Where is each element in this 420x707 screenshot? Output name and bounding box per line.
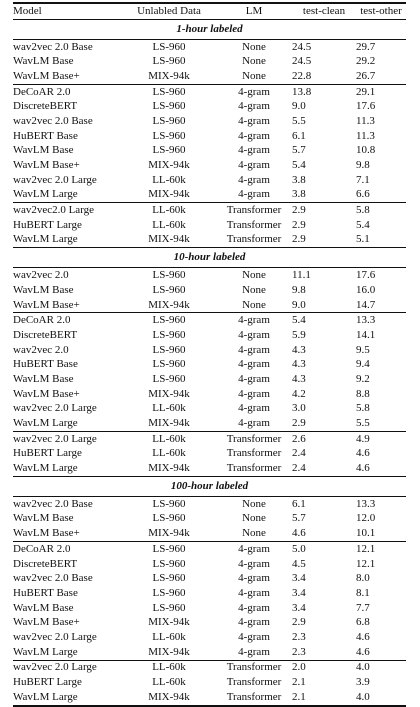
unlabeled-data-cell: LL-60k [152, 676, 186, 689]
lm-cell: None [242, 283, 266, 296]
model-cell: WavLM Base [13, 144, 74, 157]
test-clean-cell: 5.0 [292, 542, 356, 557]
model-cell: wav2vec 2.0 Base [13, 572, 93, 585]
test-clean-cell: 2.1 [292, 690, 356, 706]
header-row [13, 3, 406, 19]
lm-cell: Transformer [226, 447, 282, 460]
test-other-cell: 13.3 [356, 497, 376, 510]
lm-cell: 4-gram [238, 387, 270, 400]
table-row [13, 416, 406, 431]
unlabeled-data-cell: LL-60k [122, 660, 216, 675]
lm-cell: Transformer [226, 233, 282, 246]
table-row [13, 158, 406, 173]
unlabeled-data-cell: MIX-94k [148, 159, 190, 172]
test-other-cell: 29.1 [356, 84, 406, 99]
test-clean-cell: 3.8 [292, 188, 306, 201]
unlabeled-data-cell: LS-960 [122, 84, 216, 99]
test-clean-cell: 2.4 [292, 447, 306, 460]
model-cell: WavLM Base+ [13, 616, 80, 629]
unlabeled-data-cell: LS-960 [152, 144, 186, 157]
lm-cell: 4-gram [238, 328, 270, 341]
table-body [13, 19, 406, 705]
table-row [13, 461, 406, 476]
test-other-cell: 8.0 [356, 572, 370, 585]
unlabeled-data-cell: LL-60k [152, 218, 186, 231]
unlabeled-data-cell: MIX-94k [148, 616, 190, 629]
unlabeled-data-cell: LS-960 [152, 269, 186, 282]
test-other-cell: 5.8 [356, 203, 406, 218]
table-row [13, 203, 406, 218]
test-other-cell: 13.3 [356, 313, 406, 328]
unlabeled-data-cell: MIX-94k [148, 298, 190, 311]
unlabeled-data-cell: LL-60k [152, 630, 186, 643]
test-other-cell: 4.9 [356, 431, 406, 446]
test-other-cell: 29.2 [356, 55, 376, 68]
test-clean-cell: 5.4 [292, 313, 356, 328]
results-table [13, 2, 406, 707]
unlabeled-data-cell: MIX-94k [148, 645, 190, 658]
unlabeled-data-cell: LS-960 [122, 542, 216, 557]
test-other-cell: 6.6 [356, 188, 370, 201]
test-clean-cell: 24.5 [292, 40, 312, 53]
test-other-cell: 5.8 [356, 402, 370, 415]
lm-cell: 4-gram [238, 645, 270, 658]
table-row [13, 690, 406, 706]
lm-cell: None [242, 40, 266, 53]
test-other-cell: 7.7 [356, 601, 370, 614]
test-other-cell: 17.6 [356, 269, 376, 282]
test-clean-cell: 2.6 [292, 431, 356, 446]
table-row [13, 660, 406, 675]
model-cell: wav2vec 2.0 [13, 269, 69, 282]
unlabeled-data-cell: LS-960 [152, 572, 186, 585]
model-cell: wav2vec 2.0 Base [13, 40, 93, 53]
table-row [13, 233, 406, 248]
unlabeled-data-cell: LL-60k [152, 173, 186, 186]
test-other-cell: 14.1 [356, 328, 376, 341]
model-cell: DeCoAR 2.0 [13, 84, 122, 99]
table-row [13, 357, 406, 372]
table-row [13, 84, 406, 99]
test-other-cell: 9.8 [356, 159, 370, 172]
test-clean-cell: 2.9 [292, 218, 306, 231]
test-clean-cell: 2.3 [292, 630, 306, 643]
lm-cell: 4-gram [238, 402, 270, 415]
lm-cell: 4-gram [216, 313, 292, 328]
table-row [13, 496, 406, 511]
test-clean-cell: 3.4 [292, 586, 306, 599]
table-row [13, 571, 406, 586]
table-row [13, 298, 406, 313]
test-other-cell: 10.1 [356, 527, 376, 540]
unlabeled-data-cell: LS-960 [152, 586, 186, 599]
model-cell: wav2vec 2.0 Large [13, 402, 97, 415]
table-row [13, 114, 406, 129]
model-cell: HuBERT Base [13, 358, 78, 371]
table-row [13, 512, 406, 527]
unlabeled-data-cell: MIX-94k [122, 690, 216, 706]
test-clean-cell: 9.8 [292, 283, 306, 296]
table-row [13, 39, 406, 54]
test-clean-cell: 11.1 [292, 269, 311, 282]
lm-cell: None [242, 527, 266, 540]
test-clean-cell: 2.0 [292, 660, 356, 675]
table-row [13, 615, 406, 630]
model-cell: HuBERT Base [13, 129, 78, 142]
unlabeled-data-cell: LL-60k [122, 203, 216, 218]
test-other-cell: 9.5 [356, 343, 370, 356]
test-clean-cell: 2.9 [292, 616, 306, 629]
table-row [13, 129, 406, 144]
lm-cell: 4-gram [238, 343, 270, 356]
lm-cell: None [242, 512, 266, 525]
unlabeled-data-cell: LS-960 [152, 497, 186, 510]
model-cell: WavLM Base+ [13, 387, 80, 400]
section-header-row [13, 248, 406, 268]
test-other-cell: 10.8 [356, 144, 376, 157]
model-cell: WavLM Base [13, 55, 74, 68]
test-other-cell: 5.5 [356, 417, 370, 430]
test-clean-cell: 6.1 [292, 497, 306, 510]
table-row [13, 372, 406, 387]
lm-cell: None [242, 69, 266, 82]
test-clean-cell: 13.8 [292, 84, 356, 99]
table-row [13, 542, 406, 557]
table-row [13, 283, 406, 298]
test-other-cell: 11.3 [356, 114, 375, 127]
model-cell: WavLM Base+ [13, 298, 80, 311]
model-cell: WavLM Large [13, 417, 78, 430]
header-model: Model [13, 3, 122, 19]
table-row [13, 630, 406, 645]
model-cell: WavLM Large [13, 233, 78, 246]
test-other-cell: 26.7 [356, 69, 376, 82]
unlabeled-data-cell: LS-960 [122, 313, 216, 328]
unlabeled-data-cell: LS-960 [152, 114, 186, 127]
table-row [13, 431, 406, 446]
lm-cell: 4-gram [238, 630, 270, 643]
table-row [13, 99, 406, 114]
model-cell: WavLM Large [13, 690, 122, 706]
unlabeled-data-cell: LS-960 [152, 343, 186, 356]
test-other-cell: 12.1 [356, 542, 406, 557]
table-row [13, 173, 406, 188]
table-row [13, 268, 406, 283]
table-row [13, 447, 406, 462]
lm-cell: None [242, 298, 266, 311]
test-other-cell: 29.7 [356, 40, 376, 53]
unlabeled-data-cell: MIX-94k [148, 462, 190, 475]
lm-cell: 4-gram [238, 572, 270, 585]
header-test-clean: test-clean [292, 3, 356, 19]
model-cell: WavLM Large [13, 188, 78, 201]
model-cell: wav2vec 2.0 Base [13, 497, 93, 510]
lm-cell: Transformer [226, 462, 282, 475]
section-title: 100-hour labeled [13, 476, 406, 496]
test-clean-cell: 3.4 [292, 601, 306, 614]
unlabeled-data-cell: LS-960 [152, 557, 186, 570]
model-cell: wav2vec 2.0 [13, 343, 69, 356]
table-row [13, 675, 406, 690]
test-clean-cell: 5.7 [292, 512, 306, 525]
unlabeled-data-cell: LS-960 [152, 40, 186, 53]
table-row [13, 69, 406, 84]
model-cell: wav2vec 2.0 Large [13, 660, 122, 675]
test-other-cell: 4.6 [356, 447, 370, 460]
model-cell: WavLM Large [13, 462, 78, 475]
unlabeled-data-cell: LS-960 [152, 283, 186, 296]
test-other-cell: 4.6 [356, 630, 370, 643]
lm-cell: 4-gram [238, 188, 270, 201]
test-other-cell: 6.8 [356, 616, 370, 629]
lm-cell: 4-gram [238, 100, 270, 113]
unlabeled-data-cell: MIX-94k [148, 527, 190, 540]
table-row [13, 313, 406, 328]
unlabeled-data-cell: MIX-94k [148, 387, 190, 400]
lm-cell: 4-gram [238, 601, 270, 614]
model-cell: wav2vec2.0 Large [13, 203, 122, 218]
table-row [13, 343, 406, 358]
table-header [13, 3, 406, 19]
lm-cell: 4-gram [238, 616, 270, 629]
test-clean-cell: 3.8 [292, 173, 306, 186]
lm-cell: 4-gram [238, 557, 270, 570]
unlabeled-data-cell: LS-960 [152, 129, 186, 142]
model-cell: wav2vec 2.0 Large [13, 630, 97, 643]
lm-cell: Transformer [216, 690, 292, 706]
table-row [13, 645, 406, 660]
test-other-cell: 17.6 [356, 100, 376, 113]
table-row [13, 328, 406, 343]
test-clean-cell: 2.9 [292, 417, 306, 430]
lm-cell: 4-gram [238, 129, 270, 142]
model-cell: DiscreteBERT [13, 328, 78, 341]
test-clean-cell: 4.3 [292, 343, 306, 356]
model-cell: WavLM Base [13, 372, 74, 385]
model-cell: WavLM Base [13, 601, 74, 614]
lm-cell: Transformer [216, 431, 292, 446]
table-row [13, 526, 406, 541]
test-other-cell: 4.0 [356, 660, 406, 675]
table-row [13, 402, 406, 417]
test-clean-cell: 2.3 [292, 645, 306, 658]
test-clean-cell: 2.9 [292, 203, 356, 218]
lm-cell: Transformer [216, 203, 292, 218]
model-cell: HuBERT Large [13, 447, 82, 460]
test-clean-cell: 4.3 [292, 372, 306, 385]
test-clean-cell: 5.9 [292, 328, 306, 341]
lm-cell: 4-gram [216, 84, 292, 99]
test-clean-cell: 5.7 [292, 144, 306, 157]
test-other-cell: 11.3 [356, 129, 375, 142]
model-cell: HuBERT Large [13, 218, 82, 231]
table-row [13, 144, 406, 159]
test-other-cell: 14.7 [356, 298, 376, 311]
unlabeled-data-cell: MIX-94k [148, 233, 190, 246]
model-cell: DeCoAR 2.0 [13, 313, 122, 328]
test-clean-cell: 9.0 [292, 100, 306, 113]
unlabeled-data-cell: LS-960 [152, 55, 186, 68]
test-clean-cell: 9.0 [292, 298, 306, 311]
unlabeled-data-cell: MIX-94k [148, 417, 190, 430]
test-clean-cell: 4.6 [292, 527, 306, 540]
model-cell: DeCoAR 2.0 [13, 542, 122, 557]
table-row [13, 54, 406, 69]
model-cell: WavLM Base+ [13, 69, 80, 82]
test-clean-cell: 2.9 [292, 233, 306, 246]
unlabeled-data-cell: LL-60k [152, 402, 186, 415]
test-other-cell: 8.8 [356, 387, 370, 400]
test-clean-cell: 3.0 [292, 402, 306, 415]
lm-cell: 4-gram [238, 144, 270, 157]
lm-cell: 4-gram [238, 372, 270, 385]
table-row [13, 218, 406, 233]
test-other-cell: 8.1 [356, 586, 370, 599]
lm-cell: Transformer [216, 660, 292, 675]
test-other-cell: 4.6 [356, 462, 370, 475]
unlabeled-data-cell: LS-960 [152, 512, 186, 525]
unlabeled-data-cell: LS-960 [152, 358, 186, 371]
section-title: 10-hour labeled [13, 248, 406, 268]
unlabeled-data-cell: MIX-94k [148, 188, 190, 201]
test-other-cell: 4.0 [356, 690, 406, 706]
model-cell: WavLM Base+ [13, 527, 80, 540]
header-test-other: test-other [356, 3, 406, 19]
test-other-cell: 9.4 [356, 358, 370, 371]
lm-cell: 4-gram [238, 417, 270, 430]
test-other-cell: 7.1 [356, 173, 370, 186]
test-other-cell: 3.9 [356, 676, 370, 689]
table-row [13, 586, 406, 601]
section-header-row [13, 19, 406, 39]
section-title: 1-hour labeled [13, 19, 406, 39]
model-cell: wav2vec 2.0 Large [13, 431, 122, 446]
model-cell: HuBERT Base [13, 586, 78, 599]
test-clean-cell: 5.5 [292, 114, 306, 127]
test-clean-cell: 2.1 [292, 676, 306, 689]
lm-cell: 4-gram [238, 173, 270, 186]
table-row [13, 601, 406, 616]
table-row [13, 188, 406, 203]
lm-cell: Transformer [226, 218, 282, 231]
test-other-cell: 5.4 [356, 218, 370, 231]
lm-cell: 4-gram [238, 159, 270, 172]
test-other-cell: 5.1 [356, 233, 370, 246]
test-clean-cell: 6.1 [292, 129, 306, 142]
lm-cell: 4-gram [238, 358, 270, 371]
header-unlabeled-data: Unlabled Data [122, 3, 216, 19]
test-clean-cell: 22.8 [292, 69, 312, 82]
model-cell: WavLM Base [13, 283, 74, 296]
lm-cell: 4-gram [238, 586, 270, 599]
section-header-row [13, 476, 406, 496]
test-clean-cell: 4.3 [292, 358, 306, 371]
test-other-cell: 16.0 [356, 283, 376, 296]
test-clean-cell: 5.4 [292, 159, 306, 172]
model-cell: HuBERT Large [13, 676, 82, 689]
table-row [13, 387, 406, 402]
test-other-cell: 4.6 [356, 645, 370, 658]
header-lm: LM [216, 3, 292, 19]
model-cell: DiscreteBERT [13, 100, 78, 113]
model-cell: WavLM Large [13, 645, 78, 658]
test-clean-cell: 24.5 [292, 55, 312, 68]
unlabeled-data-cell: LS-960 [152, 601, 186, 614]
unlabeled-data-cell: LL-60k [152, 447, 186, 460]
test-other-cell: 12.1 [356, 557, 376, 570]
model-cell: WavLM Base+ [13, 159, 80, 172]
unlabeled-data-cell: LS-960 [152, 328, 186, 341]
lm-cell: None [242, 497, 266, 510]
model-cell: WavLM Base [13, 512, 74, 525]
model-cell: wav2vec 2.0 Base [13, 114, 93, 127]
lm-cell: 4-gram [238, 114, 270, 127]
lm-cell: None [242, 55, 266, 68]
unlabeled-data-cell: LS-960 [152, 100, 186, 113]
lm-cell: 4-gram [216, 542, 292, 557]
test-other-cell: 12.0 [356, 512, 376, 525]
unlabeled-data-cell: LL-60k [122, 431, 216, 446]
model-cell: DiscreteBERT [13, 557, 78, 570]
test-clean-cell: 3.4 [292, 572, 306, 585]
test-clean-cell: 4.2 [292, 387, 306, 400]
model-cell: wav2vec 2.0 Large [13, 173, 97, 186]
test-other-cell: 9.2 [356, 372, 370, 385]
lm-cell: Transformer [226, 676, 282, 689]
unlabeled-data-cell: LS-960 [152, 372, 186, 385]
test-clean-cell: 4.5 [292, 557, 306, 570]
lm-cell: None [242, 269, 266, 282]
table-row [13, 557, 406, 572]
test-clean-cell: 2.4 [292, 462, 306, 475]
unlabeled-data-cell: MIX-94k [148, 69, 190, 82]
